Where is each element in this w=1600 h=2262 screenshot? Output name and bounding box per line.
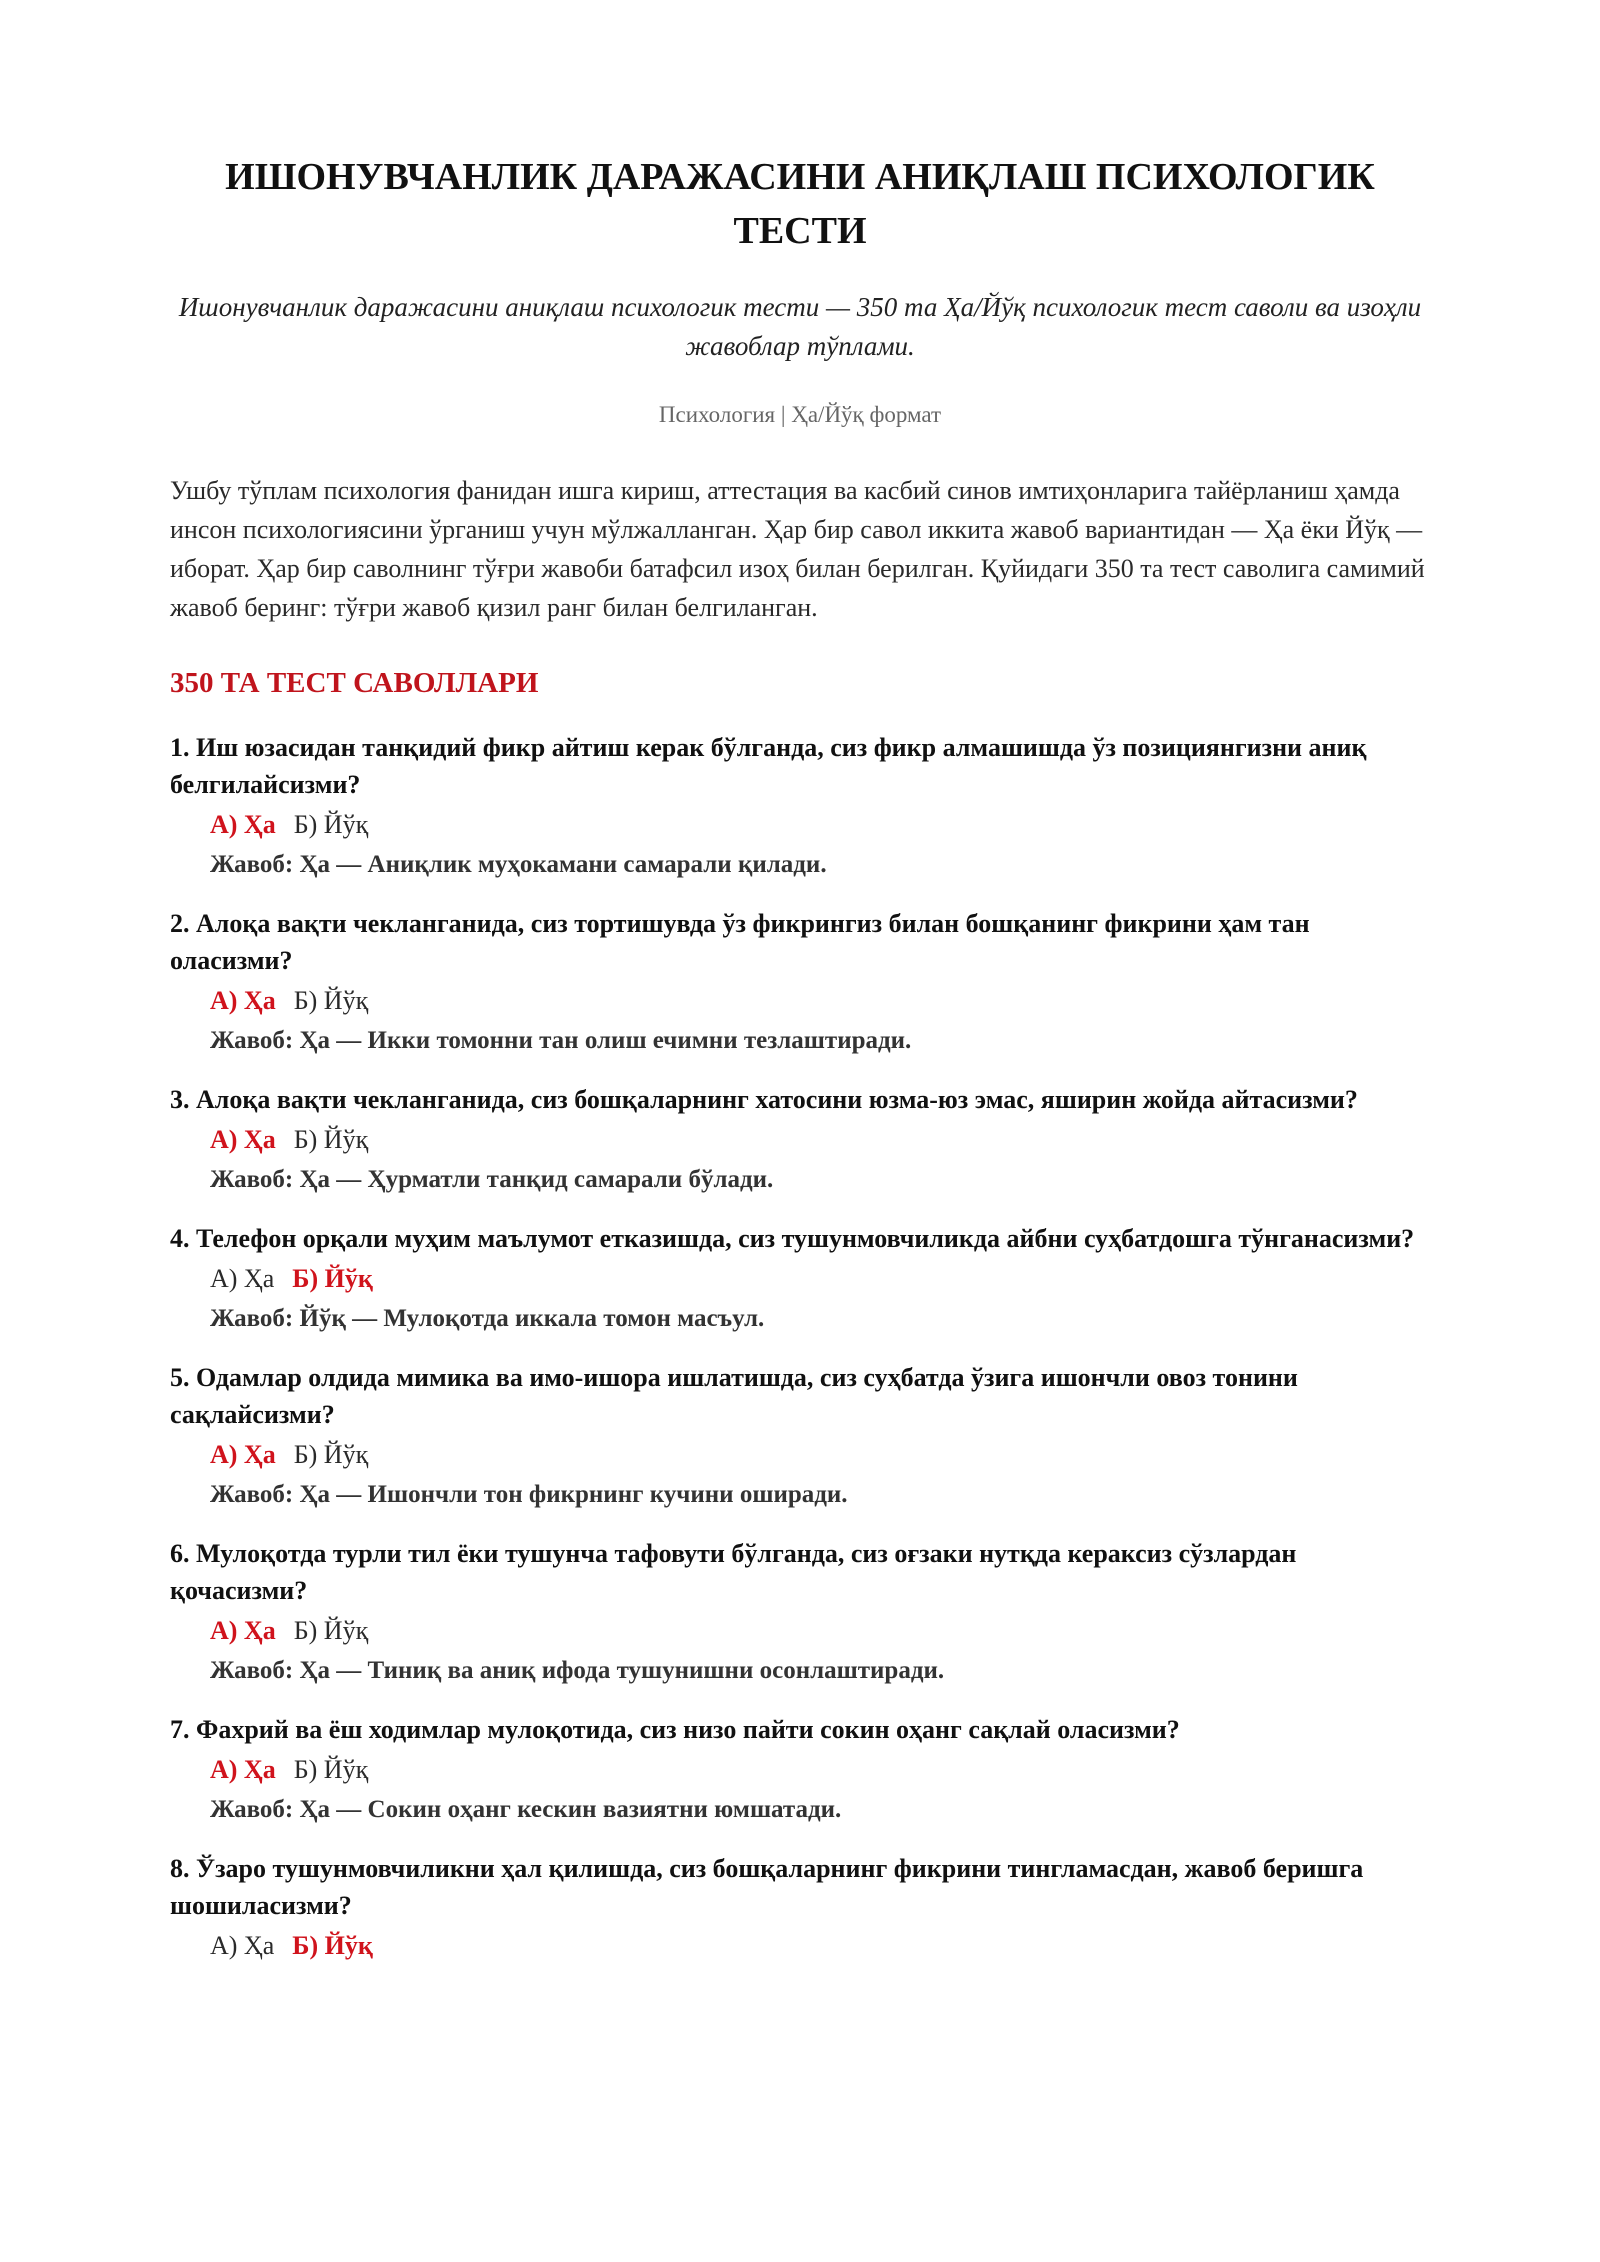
option-b: Б) Йўқ: [292, 1931, 373, 1960]
option-a: А) Ҳа: [210, 1755, 276, 1784]
document-title: ИШОНУВЧАНЛИК ДАРАЖАСИНИ АНИҚЛАШ ПСИХОЛОГИК ТЕСТИ: [225, 156, 1375, 252]
option-a: А) Ҳа: [210, 1931, 275, 1960]
option-b: Б) Йўқ: [293, 1755, 369, 1784]
option-a: А) Ҳа: [210, 1616, 276, 1645]
question-item: [170, 1359, 1430, 1515]
answer-explanation: Жавоб: Йўқ — Мулоқотда иккала томон масъул.: [210, 1305, 765, 1332]
option-b: Б) Йўқ: [293, 1616, 369, 1645]
question-text: 1. Иш юзасидан танқидий фикр айтиш керак бўлганда, сиз фикр алмашишда ўз позициянгизни аниқ белгилайсизми?: [170, 733, 1367, 799]
answer-explanation: Жавоб: Ҳа — Сокин оҳанг кескин вазиятни юмшатади.: [210, 1796, 842, 1823]
document-subtitle: Ишонувчанлик даражасини аниқлаш психологик тести — 350 та Ҳа/Йўқ психологик тест саволи ва изоҳли жавоблар тўплами.: [178, 292, 1422, 361]
answer-options: [170, 1611, 1430, 1651]
answer-options: [170, 1750, 1430, 1790]
question-item: [170, 1535, 1430, 1691]
option-a: А) Ҳа: [210, 1264, 275, 1293]
answer-explanation: Жавоб: Ҳа — Тиниқ ва аниқ ифода тушунишни осонлаштиради.: [210, 1657, 945, 1684]
question-text: 8. Ўзаро тушунмовчиликни ҳал қилишда, сиз бошқаларнинг фикрини тингламасдан, жавоб беришга шошиласизми?: [170, 1854, 1364, 1920]
question-list: [170, 729, 1430, 1966]
answer-options: [170, 1259, 1430, 1299]
option-b: Б) Йўқ: [292, 1264, 373, 1293]
option-a: А) Ҳа: [210, 810, 276, 839]
answer-options: [170, 805, 1430, 845]
answer-options: [170, 981, 1430, 1021]
question-item: [170, 1220, 1430, 1339]
question-text: 5. Одамлар олдида мимика ва имо-ишора ишлатишда, сиз суҳбатда ўзига ишончли овоз тонини сақлайсизми?: [170, 1363, 1298, 1429]
answer-options: [170, 1435, 1430, 1475]
question-item: [170, 905, 1430, 1061]
intro-paragraph: Ушбу тўплам психология фанидан ишга кириш, аттестация ва касбий синов имтиҳонларига тайёрланиш ҳамда инсон психологиясини ўрганиш учун мўлжалланган. Ҳар бир савол иккита жавоб вариантидан — Ҳа ёки Йўқ — иборат. Ҳар бир саволнинг тўғри жавоби батафсил изоҳ билан берилган. Қуйидаги 350 та тест саволига самимий жавоб беринг: тўғри жавоб қизил ранг билан белгиланган.: [170, 476, 1425, 622]
option-a: А) Ҳа: [210, 1440, 276, 1469]
answer-options: [170, 1926, 1430, 1966]
section-heading: 350 ТА ТЕСТ САВОЛЛАРИ: [170, 667, 539, 699]
question-item: [170, 1850, 1430, 1966]
question-text: 6. Мулоқотда турли тил ёки тушунча тафовути бўлганда, сиз оғзаки нутқда кераксиз сўзлардан қочасизми?: [170, 1539, 1297, 1605]
document-meta: Психология | Ҳа/Йўқ формат: [658, 402, 942, 427]
question-text: 7. Фахрий ва ёш ходимлар мулоқотида, сиз низо пайти сокин оҳанг сақлай оласизми?: [170, 1715, 1180, 1744]
answer-options: [170, 1120, 1430, 1160]
option-a: А) Ҳа: [210, 1125, 276, 1154]
document-page: [170, 150, 1430, 1986]
answer-explanation: Жавоб: Ҳа — Икки томонни тан олиш ечимни тезлаштиради.: [210, 1027, 912, 1054]
question-item: [170, 729, 1430, 885]
question-item: [170, 1081, 1430, 1200]
question-text: 3. Алоқа вақти чекланганида, сиз бошқаларнинг хатосини юзма-юз эмас, яширин жойда айтасизми?: [170, 1085, 1358, 1114]
option-b: Б) Йўқ: [293, 1440, 369, 1469]
option-b: Б) Йўқ: [293, 1125, 369, 1154]
answer-explanation: Жавоб: Ҳа — Аниқлик муҳокамани самарали қилади.: [210, 851, 827, 878]
option-b: Б) Йўқ: [293, 986, 369, 1015]
option-b: Б) Йўқ: [293, 810, 369, 839]
answer-explanation: Жавоб: Ҳа — Ҳурматли танқид самарали бўлади.: [210, 1166, 774, 1193]
question-text: 2. Алоқа вақти чекланганида, сиз тортишувда ўз фикрингиз билан бошқанинг фикрини ҳам тан оласизми?: [170, 909, 1310, 975]
answer-explanation: Жавоб: Ҳа — Ишончли тон фикрнинг кучини оширади.: [210, 1481, 848, 1508]
question-text: 4. Телефон орқали муҳим маълумот етказишда, сиз тушунмовчиликда айбни суҳбатдошга тўнганасизми?: [170, 1224, 1415, 1253]
question-item: [170, 1711, 1430, 1830]
option-a: А) Ҳа: [210, 986, 276, 1015]
